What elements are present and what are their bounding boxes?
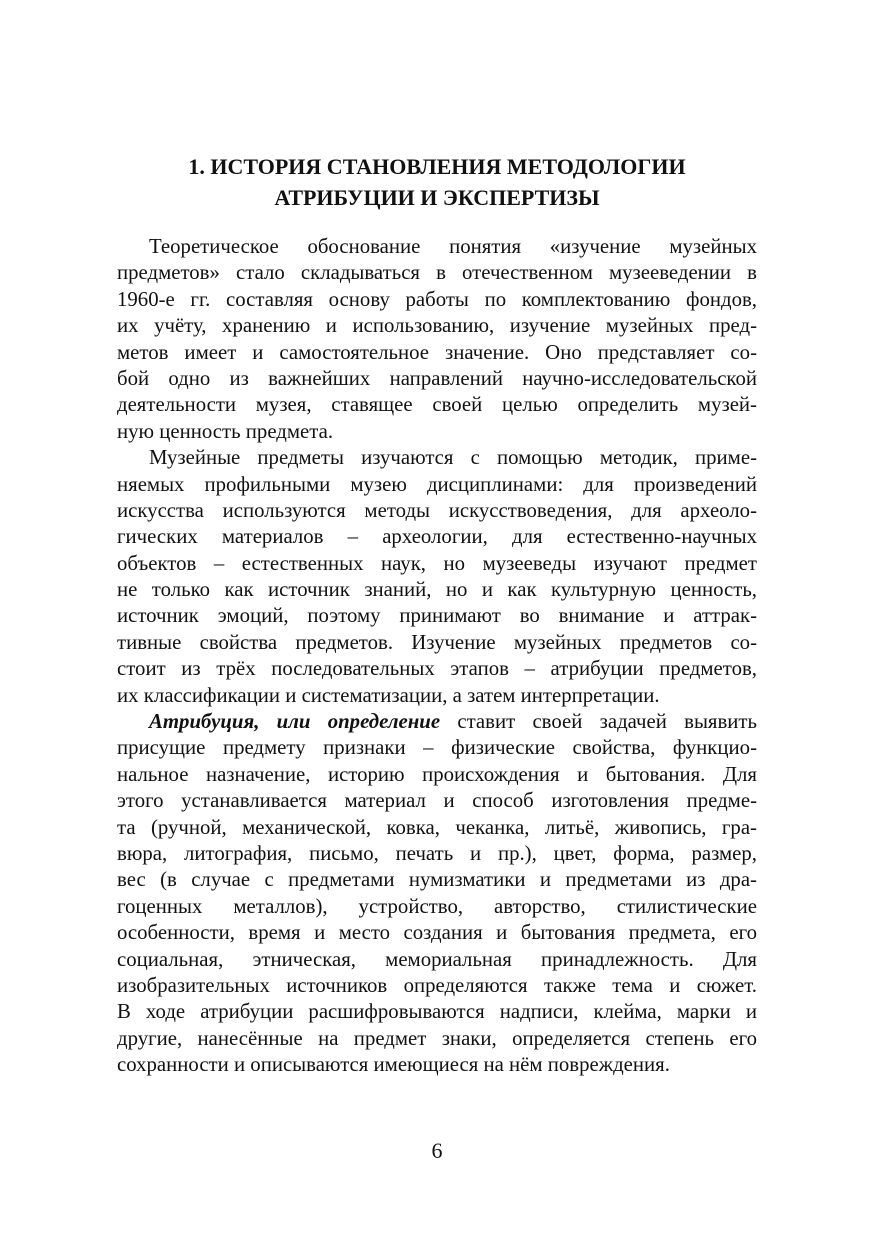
paragraph-line: не только как источник знаний, но и как культурную ценность, (117, 578, 757, 602)
page-number: 6 (431, 1138, 443, 1163)
paragraph-line: бой одно из важнейших направлений научно-исследовательской (117, 366, 757, 390)
paragraph-line: предметов» стало складываться в отечественном музееведении в (117, 261, 757, 285)
paragraph-line: изобразительных источников определяются также тема и сюжет. (117, 973, 757, 997)
paragraph-line: В ходе атрибуции расшифровываются надписи, клейма, марки и (117, 1000, 757, 1024)
paragraph-line: метов имеет и самостоятельное значение. Оно представляет со- (117, 340, 757, 364)
paragraph-1 (117, 234, 757, 445)
paragraph-line: 1960-е гг. составляя основу работы по комплектованию фондов, (117, 287, 757, 311)
paragraph-line: нальное назначение, историю происхождения и бытования. Для (117, 762, 757, 786)
paragraph-line: социальная, этническая, мемориальная принадлежность. Для (117, 947, 757, 971)
paragraph-line: сохранности и описываются имеющиеся на нём повреждения. (117, 1053, 670, 1077)
paragraph-line: та (ручной, механической, ковка, чеканка, литьё, живопись, гра- (117, 815, 757, 839)
paragraph-line (117, 709, 757, 735)
body-text (117, 234, 757, 1079)
paragraph-line: ную ценность предмета. (117, 419, 334, 443)
paragraph-line: деятельности музея, ставящее своей целью определить музей- (117, 393, 757, 417)
paragraph-line: гоценных металлов), устройство, авторство, стилистические (117, 894, 757, 918)
chapter-heading (117, 151, 757, 213)
paragraph-line: источник эмоций, поэтому принимают во внимание и аттрак- (117, 604, 757, 628)
paragraph-line: искусства используются методы искусствоведения, для археоло- (117, 498, 757, 522)
chapter-heading-line-2: АТРИБУЦИИ И ЭКСПЕРТИЗЫ (274, 185, 600, 210)
paragraph-line: этого устанавливается материал и способ изготовления предме- (117, 789, 757, 813)
paragraph-line: стоит из трёх последовательных этапов – атрибуции предметов, (117, 657, 757, 681)
paragraph-2 (117, 445, 757, 709)
paragraph-line: объектов – естественных наук, но музееведы изучают предмет (117, 551, 757, 575)
paragraph-line-rest: ставит своей задачей выявить (440, 710, 758, 734)
paragraph-line: няемых профильными музею дисциплинами: для произведений (117, 472, 757, 496)
paragraph-line: Теоретическое обоснование понятия «изучение музейных (149, 235, 757, 258)
chapter-heading-line-1: 1. ИСТОРИЯ СТАНОВЛЕНИЯ МЕТОДОЛОГИИ (188, 154, 686, 179)
paragraph-line: их учёту, хранению и использованию, изучение музейных пред- (117, 314, 757, 338)
paragraph-line: Музейные предметы изучаются с помощью методик, приме- (149, 446, 757, 470)
paragraph-line: особенности, время и место создания и бытования предмета, его (117, 921, 757, 945)
paragraph-3 (117, 709, 757, 1078)
paragraph-line: присущие предмету признаки – физические свойства, функцио- (117, 736, 757, 760)
paragraph-line: вес (в случае с предметами нумизматики и предметами из дра- (117, 868, 757, 892)
paragraph-line: вюра, литография, письмо, печать и пр.), цвет, форма, размер, (117, 841, 757, 865)
paragraph-line: другие, нанесённые на предмет знаки, определяется степень его (117, 1026, 757, 1050)
paragraph-line: тивные свойства предметов. Изучение музейных предметов со- (117, 630, 757, 654)
defined-term: Атрибуция, или определение (149, 710, 441, 734)
paragraph-line: их классификации и систематизации, а затем интерпретации. (117, 683, 660, 707)
paragraph-line: гических материалов – археологии, для естественно-научных (117, 525, 757, 549)
